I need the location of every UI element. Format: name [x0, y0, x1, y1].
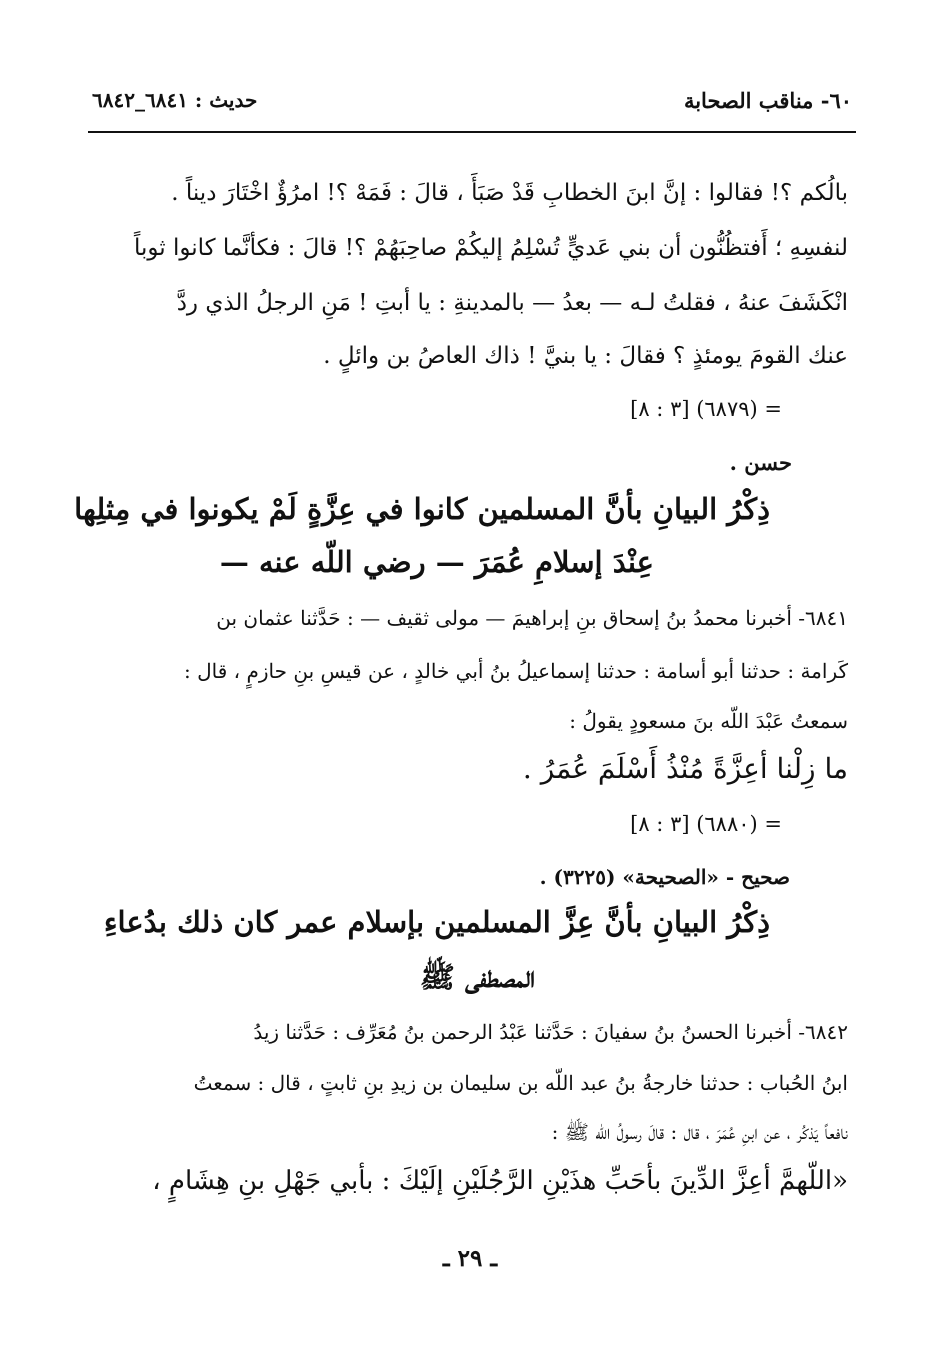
grade-1: حسن .	[729, 450, 792, 475]
hadith-6842-isnad-line: نافعاً يَذكُر ، عن ابنِ عُمَرَ ، قال : قالَ رسولُ اللّه ﷺ :	[551, 1120, 848, 1144]
hadith-6842-isnad-line: ابنُ الحُباب : حدثنا خارجةُ بنُ عبد اللّه بن سليمان بن زيدِ بنِ ثابتٍ ، قال : سمعتُ	[193, 1071, 848, 1095]
hadith-6841-isnad-line: كَرامة : حدثنا أبو أسامة : حدثنا إسماعيلُ بنُ أبي خالدٍ ، عن قيسِ بنِ حازمٍ ، قال :	[184, 659, 848, 683]
hadith-6842-isnad-line: ٦٨٤٢- أخبرنا الحسنُ بنُ سفيانَ : حَدَّثنا عَبْدُ الرحمن بنُ مُعَرِّف : حَدَّثنا زيدُ	[253, 1020, 848, 1044]
section-heading-2-line-1: ذِكْرُ البيانِ بأنَّ عِزَّ المسلمين بإسلام عمر كان ذلك بدُعاءِ	[103, 905, 770, 939]
paragraph-line: لنفسِهِ ؛ أَفتظُنُّون أن بني عَديٍّ تُسْلِمُ إليكُمْ صاحِبَهُمْ ؟! قالَ : فكأنَّما كانوا ثوباً	[133, 235, 848, 261]
hadith-6841-grade: صحيح - «الصحيحة» (٣٢٢٥) .	[539, 865, 790, 889]
paragraph-line: بالُكم ؟! فقالوا : إنَّ ابنَ الخطابِ قَدْ صَبَأَ ، قالَ : فَمَهْ ؟! امرُؤٌ اخْتَارَ ديناً .	[171, 180, 848, 206]
hadith-6841-isnad-line: سمعتُ عَبْدَ اللّه بنَ مسعودٍ يقولُ :	[569, 709, 848, 733]
header-rule	[88, 131, 856, 133]
section-heading-2-line-2: المصطفى ﷺ	[419, 960, 535, 994]
paragraph-line: انْكَشَفَ عنهُ ، فقلتُ لـه — بعدُ — بالمدينةِ : يا أبتِ ! مَنِ الرجلُ الذي ردَّ	[176, 290, 848, 316]
hadith-range: حديث : ٦٨٤١_٦٨٤٢	[92, 88, 258, 112]
hadith-6841-reference: = (٦٨٨٠) [٣ : ٨]	[630, 812, 782, 836]
running-header	[92, 88, 852, 128]
hadith-6842-matn: «اللّهمَّ أعِزَّ الدِّينَ بأحَبِّ هذَيْنِ الرَّجُلَيْنِ إلَيْكَ : بأبي جَهْلِ بنِ هِشَامٍ ،	[152, 1166, 848, 1196]
page-number: ـ ٢٩ ـ	[442, 1245, 498, 1272]
section-heading-1-line-2: عِنْدَ إسلامِ عُمَرَ — رضي اللّه عنه —	[219, 545, 654, 579]
chapter-title: ٦٠- مناقب الصحابة	[683, 88, 852, 113]
hadith-6841-matn: ما زِلْنا أعِزَّةً مُنْذُ أَسْلَمَ عُمَرُ .	[522, 752, 848, 785]
reference-1: = (٦٨٧٩) [٣ : ٨]	[630, 397, 782, 421]
paragraph-line: عنك القومَ يومئذٍ ؟ فقالَ : يا بنيَّ ! ذاك العاصُ بن وائلٍ .	[323, 343, 848, 369]
hadith-6841-isnad-line: ٦٨٤١- أخبرنا محمدُ بنُ إسحاق بنِ إبراهيمَ — مولى ثقيف — : حَدَّثنا عثمان بن	[216, 606, 848, 630]
section-heading-1-line-1: ذِكْرُ البيانِ بأنَّ المسلمين كانوا في عِزَّةٍ لَمْ يكونوا في مِثلِها	[74, 492, 770, 526]
